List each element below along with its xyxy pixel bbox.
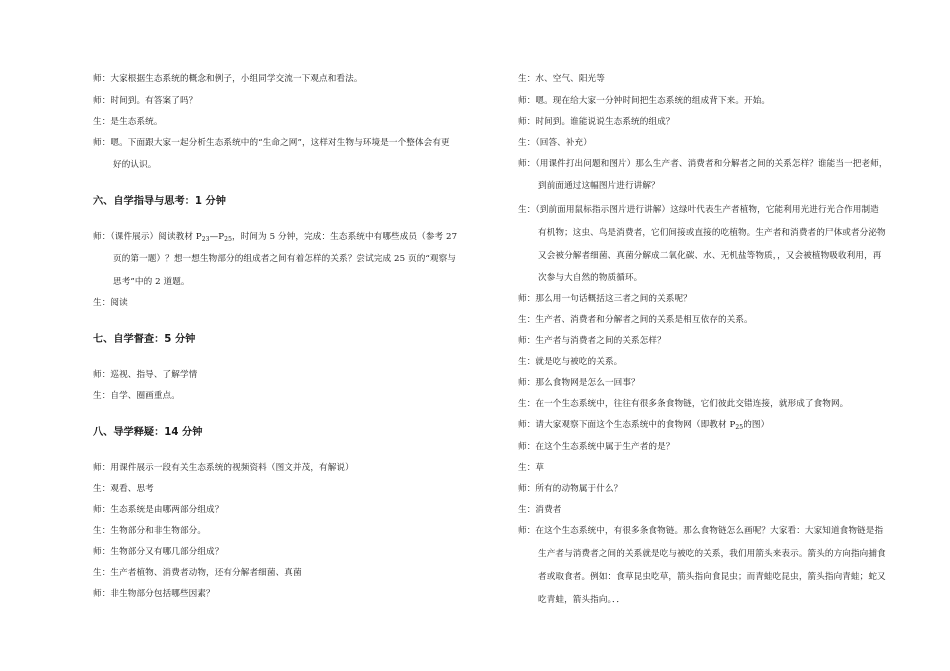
text-line: 师：（课件展示）阅读教材 $P_{23}—P_{25}$，时间为 5 分钟，完成：生态系统中有哪些成员（参考 27 — [93, 232, 458, 243]
text-line: 生：水、空气、阳光等 — [518, 74, 605, 84]
text-line: 师：非生物部分包括哪些因素？ — [93, 589, 215, 599]
text-line: 生：就是吃与被吃的关系。 — [518, 357, 623, 367]
text-line: 师：时间到。谁能说说生态系统的组成？ — [518, 117, 675, 127]
text-line: 生：（到前面用鼠标指示图片进行讲解）这绿叶代表生产者植物，它能利用光进行光合作用制造 — [518, 205, 879, 215]
text-line: 又会被分解者细菌、真菌分解成二氧化碳、水、无机盐等物质，，又会被植物吸收利用，再 — [538, 251, 882, 261]
text-line: 生：生产者植物、消费者动物，还有分解者细菌、真菌 — [93, 568, 302, 578]
text-line: 师：生物部分又有哪几部分组成？ — [93, 547, 224, 557]
text-line: 思考”中的 2 道题。 — [113, 277, 190, 287]
text-line: 页的第一题）？想一想生物部分的组成者之间有着怎样的关系？尝试完成 25 页的“观察与 — [113, 254, 456, 264]
text-line: 师：那么用一句话概括这三者之间的关系呢？ — [518, 294, 692, 304]
text-line: 生：生物部分和非生物部分。 — [93, 526, 207, 536]
text-line: 次参与大自然的物质循环。 — [538, 273, 643, 283]
text-line: 有机物；这虫、鸟是消费者，它们间接或直接的吃植物。生产者和消费者的尸体或者分泌物 — [538, 228, 886, 238]
text-line: 生：草 — [518, 463, 545, 473]
text-line: 生：消费者 — [518, 505, 562, 515]
text-line: 者或取食者。例如：食草昆虫吃草，箭头指向食昆虫；而青蛙吃昆虫，箭头指向青蛙；蛇又 — [538, 572, 886, 582]
text-line: 吃青蛙，箭头指向。．． — [538, 595, 626, 605]
text-line: 生：在一个生态系统中，往往有很多条食物链，它们彼此交错连接，就形成了食物网。 — [518, 399, 849, 409]
text-line: 生：生产者、消费者和分解者之间的关系是相互依存的关系。 — [518, 315, 753, 325]
text-line: 师：（用课件打出问题和图片）那么生产者、消费者和分解者之间的关系怎样？谁能当一把老师， — [518, 159, 888, 169]
text-line: 好的认识。 — [113, 160, 157, 170]
text-line: 师：嗯。下面跟大家一起分析生态系统中的“生命之网”，这样对生物与环境是一个整体会有更 — [93, 138, 450, 148]
text-line: 师：生产者与消费者之间的关系怎样？ — [518, 336, 666, 346]
text-line: 师：所有的动物属于什么？ — [518, 484, 623, 494]
text-line: 生：阅读 — [93, 298, 128, 308]
text-line: 师：嗯。现在给大家一分钟时间把生态系统的组成背下来。开始。 — [518, 96, 771, 106]
text-line: 师：在这个生态系统中，有很多条食物链。那么食物链怎么画呢？大家看：大家知道食物链是指 — [518, 526, 884, 536]
text-line: 生：（回答、补充） — [518, 138, 592, 148]
section-heading: 八、导学释疑：14 分钟 — [93, 427, 203, 438]
text-line: 师：时间到。有答案了吗？ — [93, 96, 198, 106]
text-line: 到前面通过这幅图片进行讲解？ — [538, 181, 660, 191]
text-line: 生：是生态系统。 — [93, 117, 163, 127]
section-heading: 七、自学督查：5 分钟 — [93, 334, 196, 345]
text-line: 师：用课件展示一段有关生态系统的视频资料（图文并茂，有解说） — [93, 463, 354, 473]
text-line: 生：观看、思考 — [93, 484, 154, 494]
text-line: 师：生态系统是由哪两部分组成？ — [93, 505, 224, 515]
text-line: 师：请大家观察下面这个生态系统中的食物网（即教材 $P_{25}$的图） — [518, 420, 770, 431]
section-heading: 六、自学指导与思考：1 分钟 — [93, 196, 226, 207]
text-line: 生：自学、圈画重点。 — [93, 391, 180, 401]
text-line: 师：巡视、指导、了解学情 — [93, 370, 198, 380]
text-line: 师：那么食物网是怎么一回事？ — [518, 378, 640, 388]
text-line: 生产者与消费者之间的关系就是吃与被吃的关系，我们用箭头来表示。箭头的方向指向捕食 — [538, 549, 886, 559]
text-line: 师：在这个生态系统中属于生产者的是？ — [518, 442, 675, 452]
text-line: 师：大家根据生态系统的概念和例子，小组同学交流一下观点和看法。 — [93, 74, 363, 84]
